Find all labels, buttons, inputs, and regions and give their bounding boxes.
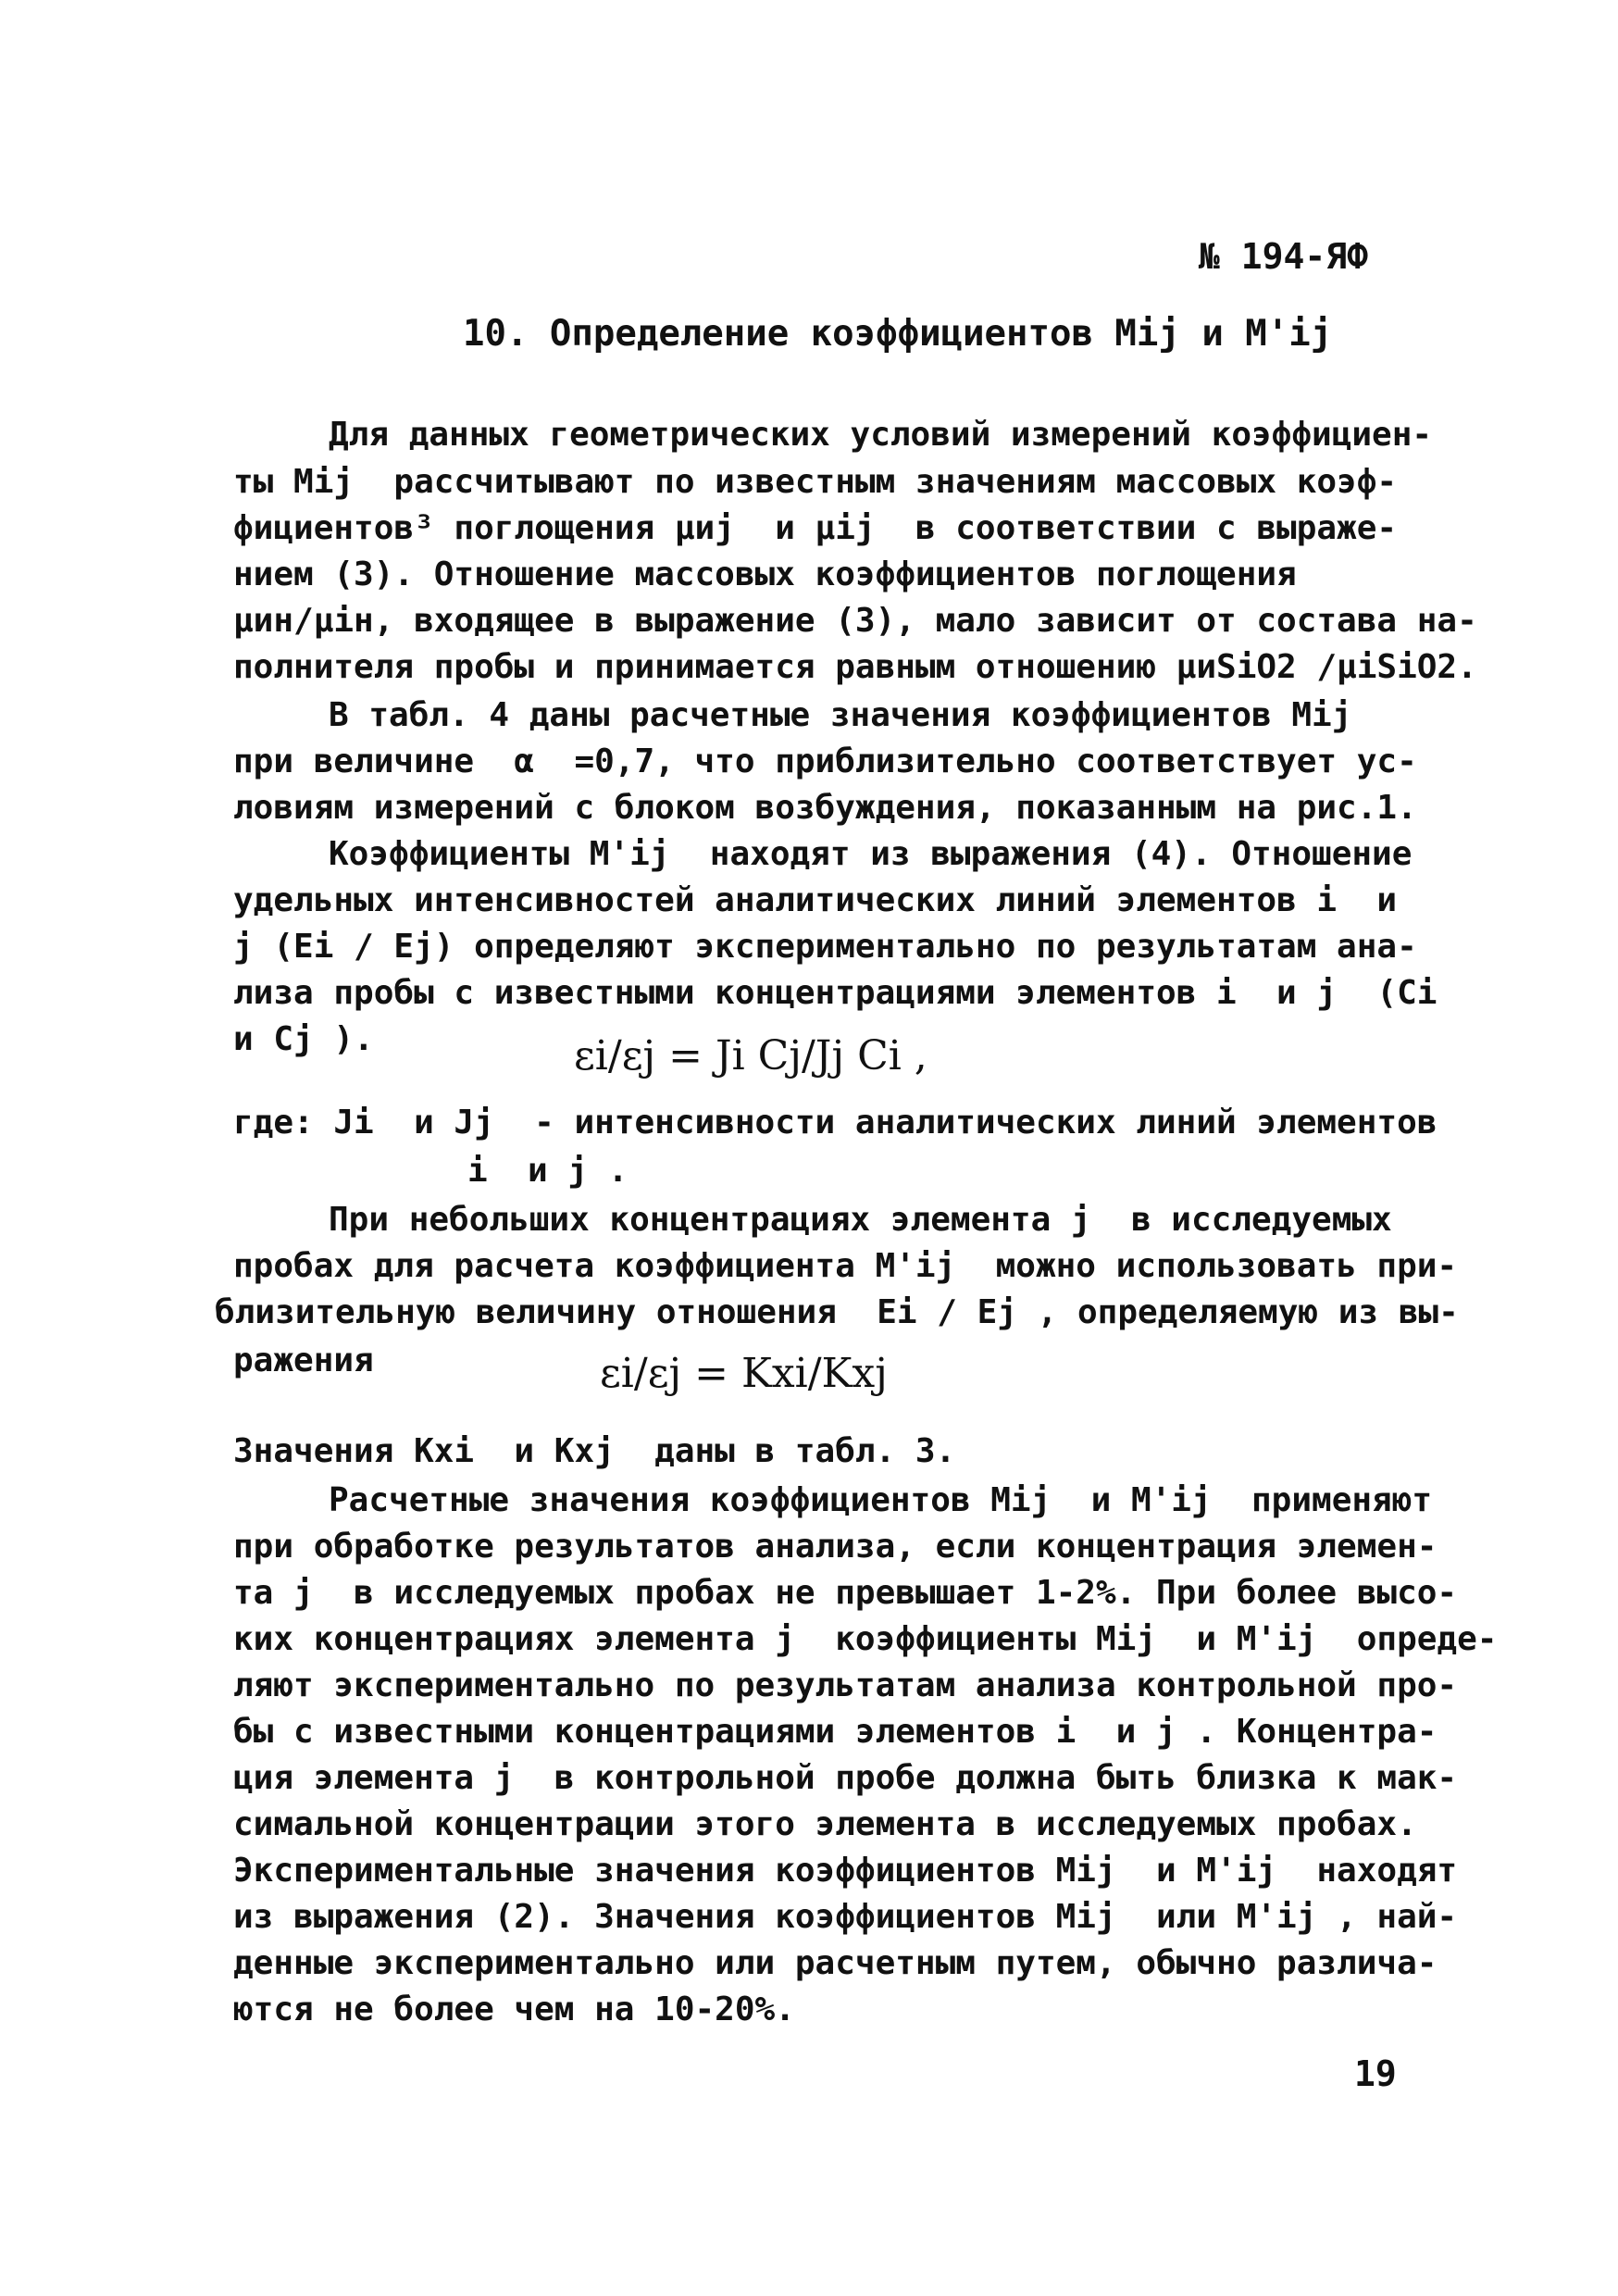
text-line: Для данных геометрических условий измерений коэффициен- bbox=[329, 416, 1433, 454]
text-line: близительную величину отношения Ei / Ej , определяемую из вы- bbox=[215, 1293, 1459, 1331]
text-line: та j в исследуемых пробах не превышает 1-2%. При более высо- bbox=[233, 1574, 1458, 1612]
text-line: ляют экспериментально по результатам анализа контрольной про- bbox=[233, 1666, 1458, 1704]
text-line: В табл. 4 даны расчетные значения коэффициентов Mij bbox=[329, 696, 1352, 734]
text-line: При небольших концентрациях элемента j в исследуемых bbox=[329, 1201, 1392, 1239]
text-line: пробах для расчета коэффициента M'ij можно использовать при- bbox=[233, 1247, 1458, 1285]
text-line: лиза пробы с известными концентрациями элементов i и j (Ci bbox=[233, 974, 1438, 1012]
text-line: где: Ji и Jj - интенсивности аналитических линий элементов bbox=[233, 1104, 1438, 1142]
text-line: i и j . bbox=[467, 1152, 629, 1190]
text-line: ражения bbox=[233, 1341, 374, 1379]
text-line: денные экспериментально или расчетным путем, обычно различа- bbox=[233, 1944, 1438, 1982]
section-heading: 10. Определение коэффициентов Mij и M'ij bbox=[463, 313, 1333, 355]
text-line: при обработке результатов анализа, если концентрация элемен- bbox=[233, 1528, 1438, 1566]
text-line: ты Mij рассчитывают по известным значениям массовых коэф- bbox=[233, 463, 1398, 501]
text-line: Расчетные значения коэффициентов Mij и M'ij применяют bbox=[329, 1481, 1433, 1519]
text-line: нием (3). Отношение массовых коэффициентов поглощения bbox=[233, 555, 1297, 593]
formula-intensity-ratio: εi/εj = Ji Cj/Jj Ci , bbox=[574, 1032, 927, 1079]
text-line: симальной концентрации этого элемента в исследуемых пробах. bbox=[233, 1805, 1417, 1843]
text-line: при величине α =0,7, что приблизительно соответствует ус- bbox=[233, 742, 1417, 780]
text-line: ются не более чем на 10-20%. bbox=[233, 1990, 795, 2028]
formula-k-ratio: εi/εj = Kxi/Kxj bbox=[600, 1350, 888, 1397]
text-line: Коэффициенты M'ij находят из выражения (4). Отношение bbox=[329, 835, 1413, 873]
text-line: Значения Kxi и Kxj даны в табл. 3. bbox=[233, 1432, 956, 1470]
text-line: бы с известными концентрациями элементов i и j . Концентра- bbox=[233, 1713, 1438, 1751]
text-line: ких концентрациях элемента j коэффициенты Mij и M'ij опреде- bbox=[233, 1620, 1498, 1658]
page-number: 19 bbox=[1354, 2053, 1397, 2094]
text-line: Экспериментальные значения коэффициентов Mij и M'ij находят bbox=[233, 1852, 1458, 1890]
document-number: № 194-ЯФ bbox=[1199, 236, 1369, 277]
text-line: j (Ei / Ej) определяют экспериментально по результатам ана- bbox=[233, 928, 1417, 966]
text-line: ловиям измерений с блоком возбуждения, показанным на рис.1. bbox=[233, 789, 1417, 827]
text-line: μин/μiн, входящее в выражение (3), мало зависит от состава на- bbox=[233, 602, 1477, 640]
text-line: полнителя пробы и принимается равным отношению μиSiO2 /μiSiO2. bbox=[233, 648, 1477, 686]
text-line: из выражения (2). Значения коэффициентов Mij или M'ij , най- bbox=[233, 1898, 1458, 1936]
text-line: ция элемента j в контрольной пробе должна быть близка к мак- bbox=[233, 1759, 1458, 1797]
text-line: и Cj ). bbox=[233, 1020, 374, 1058]
text-line: удельных интенсивностей аналитических линий элементов i и bbox=[233, 881, 1398, 919]
text-line: фициентов³ поглощения μиj и μij в соответствии с выраже- bbox=[233, 509, 1398, 547]
